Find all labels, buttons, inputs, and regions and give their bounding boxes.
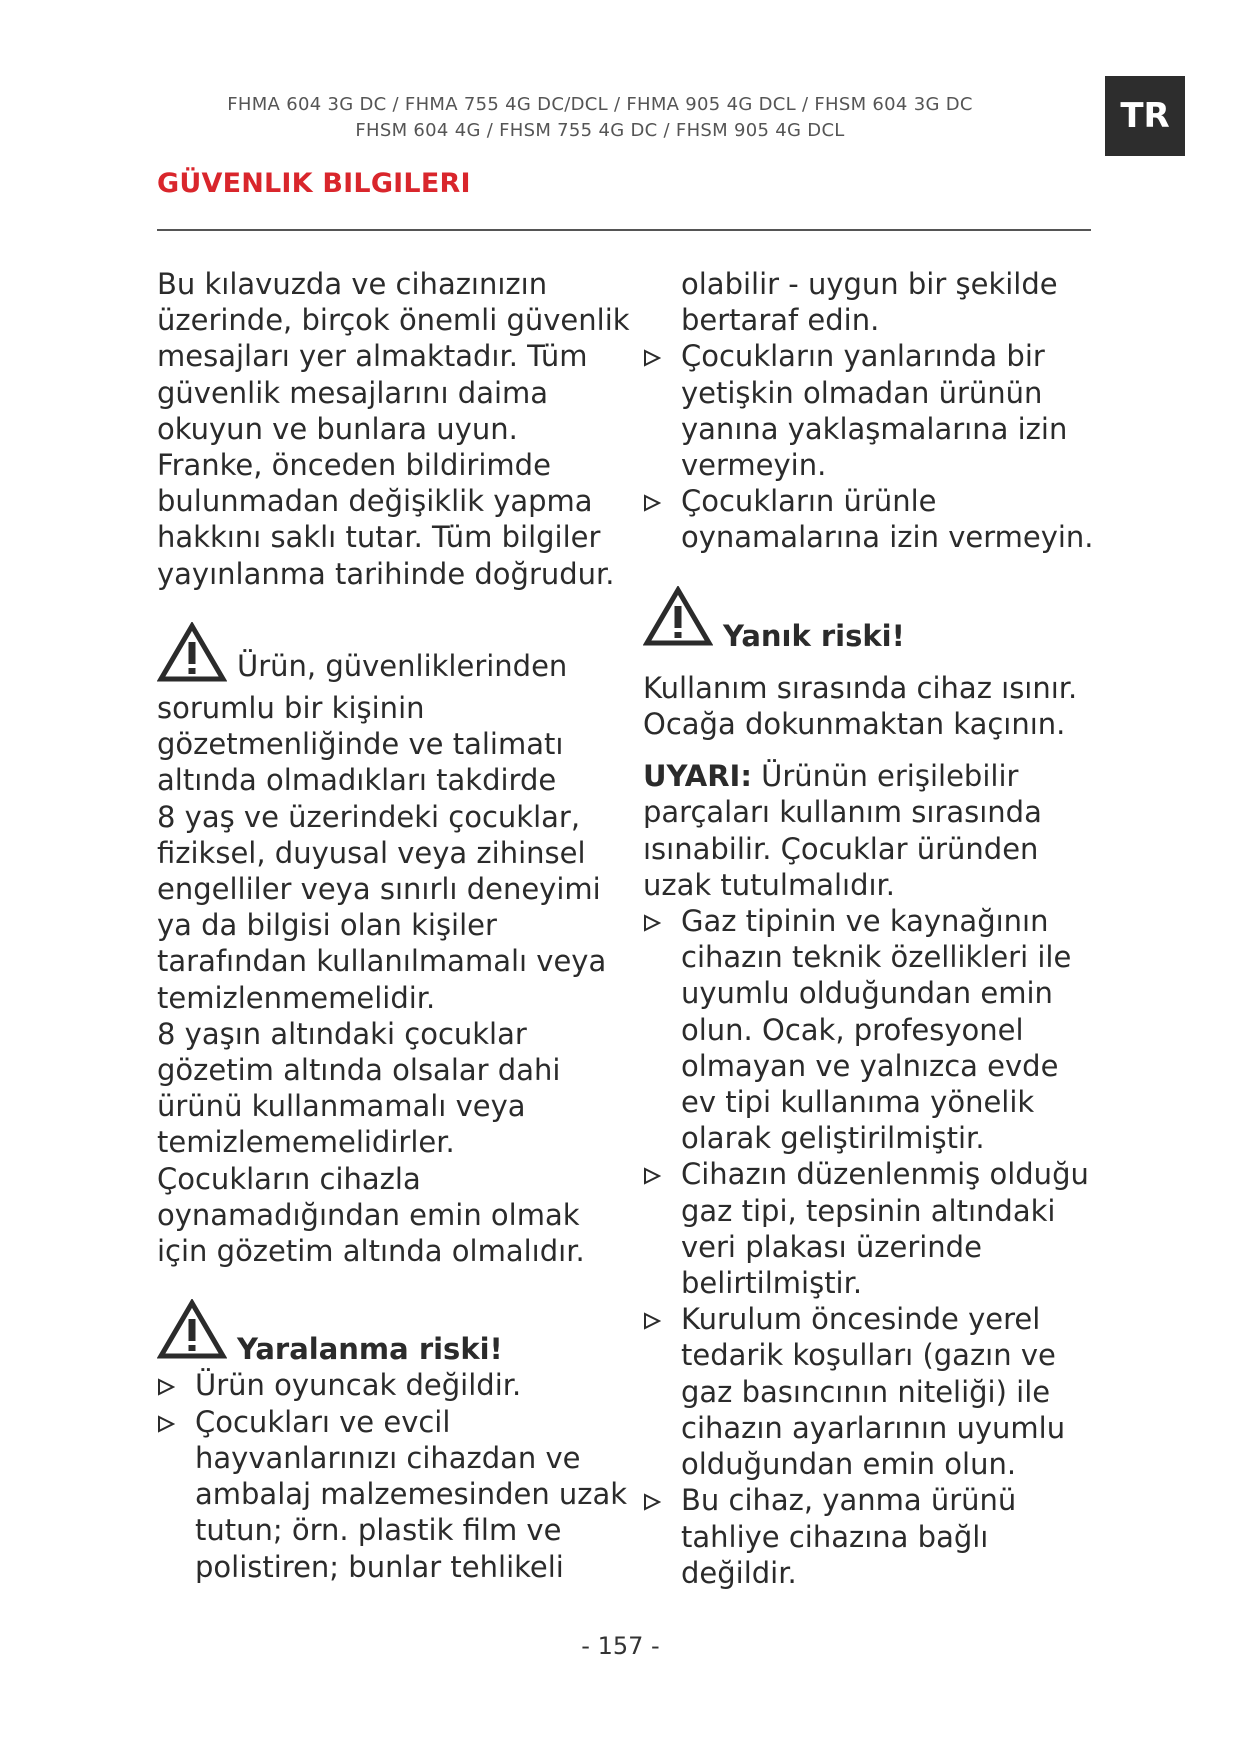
supervision-paragraph: Çocukların cihazla oynamadığından emin olmak için gözetim altında olmalıdır.	[157, 1161, 585, 1269]
right-column	[643, 266, 1095, 1591]
intro-paragraph: Bu kılavuzda ve cihazınızın üzerinde, birçok önemli güvenlik mesajları yer almaktadır. Tüm güvenlik mesajlarını daima okuyun ve bunlara uyun.	[157, 267, 630, 446]
model-list	[150, 92, 1050, 144]
uyari-paragraph	[643, 758, 1095, 903]
title-divider	[157, 229, 1091, 231]
model-line-1: FHMA 604 3G DC / FHMA 755 4G DC/DCL / FHMA 905 4G DCL / FHSM 604 3G DC	[227, 94, 973, 115]
list-item: Kurulum öncesinde yerel tedarik koşulları (gazın ve gaz basıncının niteliği) ile cihazın ayarlarının uyumlu olduğundan emin olun.	[643, 1301, 1095, 1482]
franke-paragraph: Franke, önceden bildirimde bulunmadan değişiklik yapma hakkını saklı tutar. Tüm bilgiler yayınlanma tarihinde doğrudur.	[157, 448, 615, 591]
bullet-triangle-icon	[643, 1482, 681, 1511]
bullet-triangle-icon	[643, 1156, 681, 1185]
burn-heading-label: Yanık riski!	[723, 618, 905, 653]
model-line-2: FHSM 604 4G / FHSM 755 4G DC / FHSM 905 4G DCL	[355, 120, 845, 141]
burn-heading	[643, 586, 1095, 654]
burn-paragraph: Kullanım sırasında cihaz ısınır. Ocağa dokunmaktan kaçının.	[643, 670, 1078, 742]
injury-heading-label: Yaralanma riski!	[237, 1332, 503, 1367]
bullet-triangle-icon	[643, 1301, 681, 1330]
children-warning-text: Ürün, güvenliklerinden sorumlu bir kişinin gözetmenliğinde ve talimatı altında olmadıkları takdirde	[157, 648, 568, 798]
list-item: Çocukları ve evcil hayvanlarınızı cihazdan ve ambalaj malzemesinden uzak tutun; örn. plastik film ve polistiren; bunlar tehlikeli	[157, 1404, 635, 1585]
age-8-paragraph: 8 yaş ve üzerindeki çocuklar, fiziksel, duyusal veya zihinsel engelliler veya sınırlı deneyimi ya da bilgisi olan kişiler tarafından kullanılmamalı veya temizlenmemelidir.	[157, 799, 607, 1015]
left-column	[157, 266, 635, 1585]
bullet-triangle-icon	[157, 1367, 195, 1396]
uyari-text: Ürünün erişilebilir parçaları kullanım sırasında ısınabilir. Çocuklar üründen uzak tutulmalıdır.	[643, 759, 1042, 902]
list-item: Ürün oyuncak değildir.	[157, 1367, 635, 1403]
warning-triangle-icon	[157, 1299, 227, 1367]
list-item-continuation: olabilir - uygun bir şekilde bertaraf edin.	[681, 267, 1058, 338]
children-warning-paragraph	[157, 622, 635, 799]
language-badge: TR	[1105, 76, 1185, 156]
list-item: Gaz tipinin ve kaynağının cihazın teknik özellikleri ile uyumlu olduğundan emin olun. Ocak, profesyonel olmayan ve yalnızca evde ev tipi kullanıma yönelik olarak geliştirilmiştir.	[643, 903, 1095, 1156]
warning-triangle-icon	[643, 586, 713, 654]
injury-heading	[157, 1299, 635, 1367]
under-8-paragraph: 8 yaşın altındaki çocuklar gözetim altında olsalar dahi ürünü kullanmamalı veya temizlememelidirler.	[157, 1016, 561, 1160]
page-number: - 157 -	[581, 1632, 660, 1660]
list-item: Çocukların ürünle oynamalarına izin vermeyin.	[643, 483, 1095, 555]
list-item: Bu cihaz, yanma ürünü tahliye cihazına bağlı değildir.	[643, 1482, 1095, 1591]
bullet-triangle-icon	[643, 903, 681, 932]
list-item: Çocukların yanlarında bir yetişkin olmadan ürünün yanına yaklaşmalarına izin vermeyin.	[643, 338, 1095, 483]
bullet-triangle-icon	[643, 483, 681, 512]
bullet-triangle-icon	[157, 1404, 195, 1433]
section-title: GÜVENLIK BILGILERI	[157, 168, 471, 199]
bullet-triangle-icon	[643, 338, 681, 367]
list-item: Cihazın düzenlenmiş olduğu gaz tipi, tepsinin altındaki veri plakası üzerinde belirtilmiştir.	[643, 1156, 1095, 1301]
uyari-label: UYARI:	[643, 759, 752, 794]
warning-triangle-icon	[157, 622, 227, 690]
